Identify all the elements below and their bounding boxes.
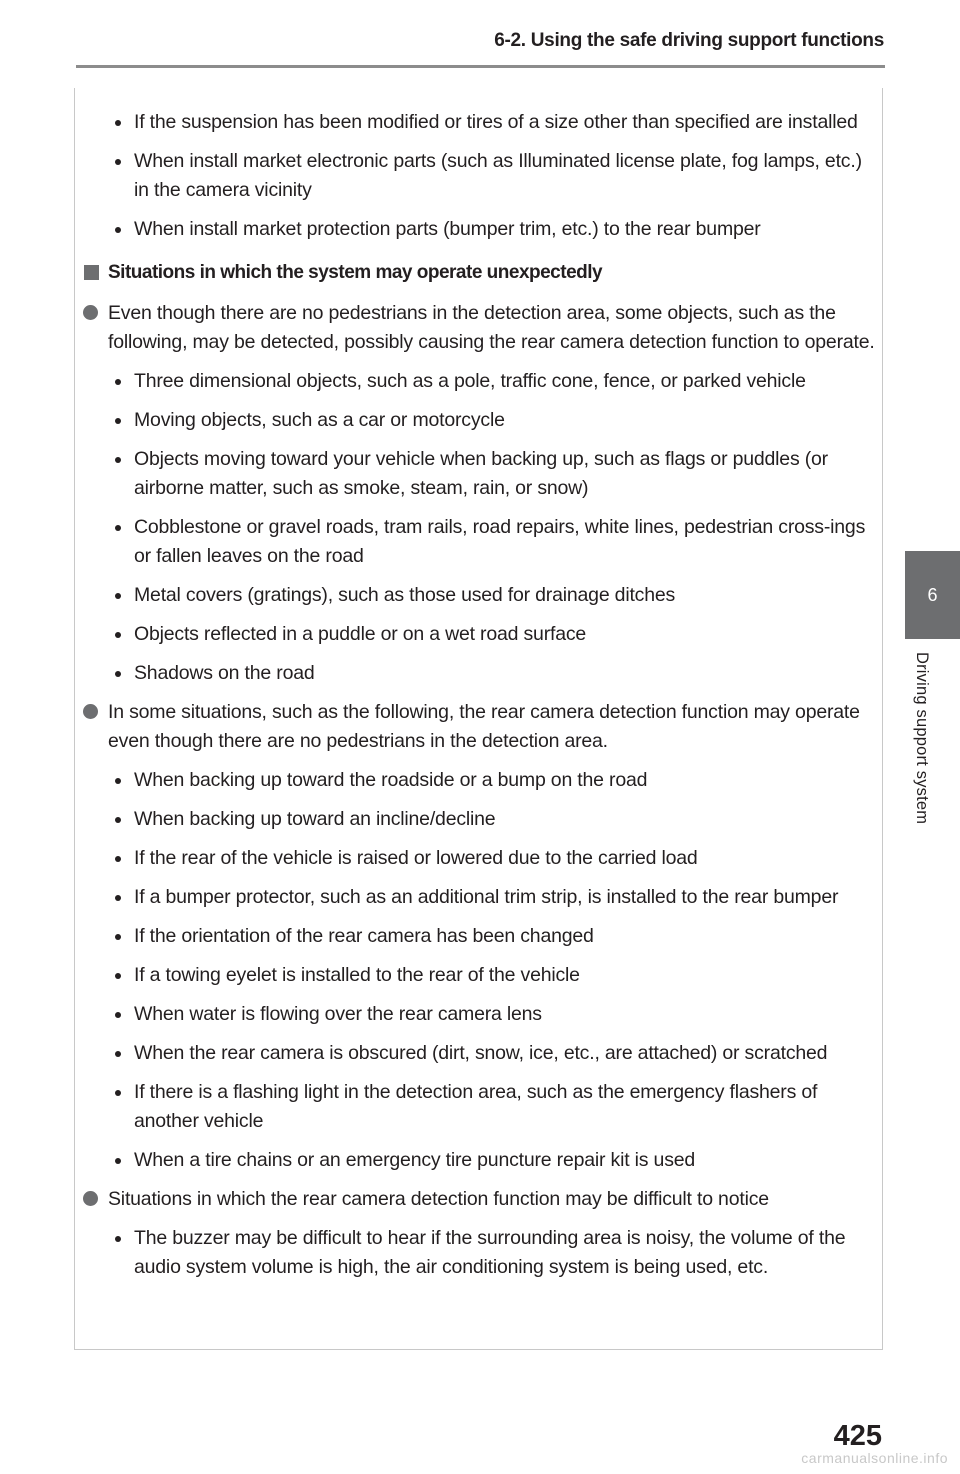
list-item bbox=[108, 299, 878, 357]
list-item: Objects reflected in a puddle or on a wet road surface bbox=[108, 620, 878, 649]
section-heading bbox=[108, 258, 878, 287]
list-item: When install market electronic parts (such as Illuminated license plate, fog lamps, etc.) in the camera vicinity bbox=[108, 147, 878, 205]
header-divider bbox=[76, 65, 885, 68]
chapter-label: Driving support system bbox=[913, 652, 931, 825]
list-item: If a bumper protector, such as an additional trim strip, is installed to the rear bumper bbox=[108, 883, 878, 912]
list-item: If the rear of the vehicle is raised or lowered due to the carried load bbox=[108, 844, 878, 873]
list-item: Moving objects, such as a car or motorcycle bbox=[108, 406, 878, 435]
list-item: The buzzer may be difficult to hear if the surrounding area is noisy, the volume of the audio system volume is high, the air conditioning system is being used, etc. bbox=[108, 1224, 878, 1282]
paragraph: Even though there are no pedestrians in the detection area, some objects, such as the following, may be detected, possibly causing the rear camera detection function to operate. bbox=[108, 302, 875, 353]
page-header-title: 6-2. Using the safe driving support functions bbox=[494, 30, 884, 51]
circle-bullet-icon bbox=[83, 704, 98, 719]
section-heading-text: Situations in which the system may operate unexpectedly bbox=[108, 262, 603, 283]
list-item: Three dimensional objects, such as a pole, traffic cone, fence, or parked vehicle bbox=[108, 367, 878, 396]
list-item: Metal covers (gratings), such as those used for drainage ditches bbox=[108, 581, 878, 610]
list-item: Cobblestone or gravel roads, tram rails, road repairs, white lines, pedestrian cross-ings or fallen leaves on the road bbox=[108, 513, 878, 571]
list-item: If there is a flashing light in the detection area, such as the emergency flashers of another vehicle bbox=[108, 1078, 878, 1136]
chapter-number: 6 bbox=[927, 584, 938, 605]
paragraph: In some situations, such as the following, the rear camera detection function may operate even though there are no pedestrians in the detection area. bbox=[108, 701, 860, 752]
list-item: If the orientation of the rear camera has been changed bbox=[108, 922, 878, 951]
list-item bbox=[108, 1185, 878, 1214]
list-item: When install market protection parts (bumper trim, etc.) to the rear bumper bbox=[108, 215, 878, 244]
list-item bbox=[108, 698, 878, 756]
list-item: If a towing eyelet is installed to the rear of the vehicle bbox=[108, 961, 878, 990]
list-item: If the suspension has been modified or tires of a size other than specified are installed bbox=[108, 108, 878, 137]
list-item: Objects moving toward your vehicle when backing up, such as flags or puddles (or airborne matter, such as smoke, steam, rain, or snow) bbox=[108, 445, 878, 503]
circle-bullet-icon bbox=[83, 305, 98, 320]
watermark: carmanualsonline.info bbox=[801, 1450, 948, 1466]
list-item: When backing up toward an incline/decline bbox=[108, 805, 878, 834]
square-bullet-icon bbox=[84, 265, 99, 280]
chapter-tab bbox=[905, 551, 960, 639]
list-item: When water is flowing over the rear camera lens bbox=[108, 1000, 878, 1029]
list-item: When the rear camera is obscured (dirt, snow, ice, etc., are attached) or scratched bbox=[108, 1039, 878, 1068]
list-item: When a tire chains or an emergency tire puncture repair kit is used bbox=[108, 1146, 878, 1175]
main-content bbox=[108, 108, 878, 1292]
list-item: Shadows on the road bbox=[108, 659, 878, 688]
circle-bullet-icon bbox=[83, 1191, 98, 1206]
page-number: 425 bbox=[833, 1420, 882, 1452]
paragraph: Situations in which the rear camera detection function may be difficult to notice bbox=[108, 1188, 769, 1210]
list-item: When backing up toward the roadside or a bump on the road bbox=[108, 766, 878, 795]
